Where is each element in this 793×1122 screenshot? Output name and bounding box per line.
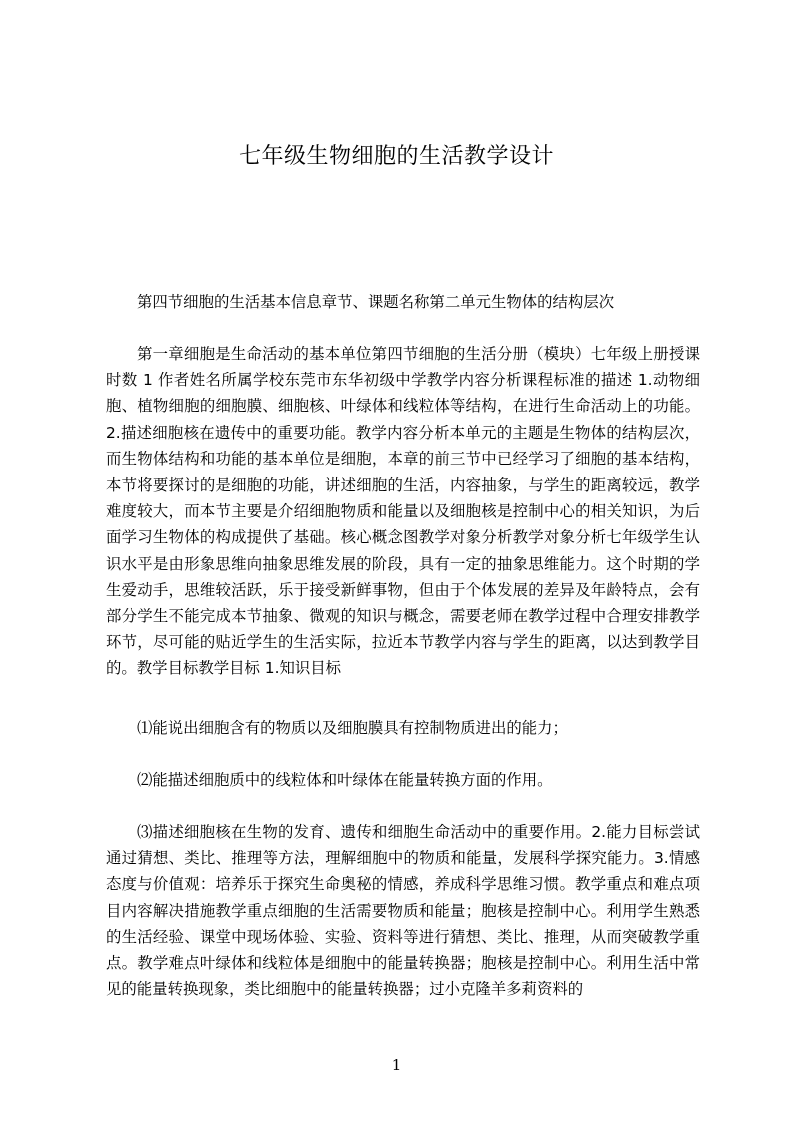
- paragraph-chapter-info: 第四节细胞的生活基本信息章节、课题名称第二单元生物体的结构层次: [137, 293, 615, 311]
- page-number: 1: [391, 1056, 402, 1074]
- paragraph-objective-1: ⑴能说出细胞含有的物质以及细胞膜具有控制物质进出的能力；: [137, 719, 568, 737]
- paragraph-objective-2: ⑵能描述细胞质中的线粒体和叶绿体在能量转换方面的作用。: [137, 771, 553, 789]
- document-title: 七年级生物细胞的生活教学设计: [238, 144, 554, 169]
- paragraph-objective-3: ⑶描述细胞核在生物的发育、遗传和细胞生命活动中的重要作用。2.能力目标尝试通过猜想、类比、推理等方法，理解细胞中的物质和能量，发展科学探究能力。3.情感态度与价值观：培养乐于探究生命奥秘的情感，养成科学思维习惯。教学重点和难点项目内容解决措施教学重点细胞的生活需要物质和能量；胞核是控制中心。利用学生熟悉的生活经验、课堂中现场体验、实验、资料等进行猜想、类比、推理，从而突破教学重点。教学难点叶绿体和线粒体是细胞中的能量转换器；胞核是控制中心。利用生活中常见的能量转换现象，类比细胞中的能量转换器；过小克隆羊多莉资料的: [106, 823, 700, 999]
- paragraph-content-analysis: 第一章细胞是生命活动的基本单位第四节细胞的生活分册（模块）七年级上册授课时数 1 作者姓名所属学校东莞市东华初级中学教学内容分析课程标准的描述 1.动物细胞、植物细胞的细胞膜、细胞核、叶绿体和线粒体等结构，在进行生命活动上的功能。2.描述细胞核在遗传中的重要功能。教学内容分析本单元的主题是生物体的结构层次，而生物体结构和功能的基本单位是细胞，本章的前三节中已经学习了细胞的基本结构，本节将要探讨的是细胞的功能，讲述细胞的生活，内容抽象，与学生的距离较远，教学难度较大，而本节主要是介绍细胞物质和能量以及细胞核是控制中心的相关知识，为后面学习生物体的构成提供了基础。核心概念图教学对象分析教学对象分析七年级学生认识水平是由形象思维向抽象思维发展的阶段，具有一定的抽象思维能力。这个时期的学生爱动手，思维较活跃，乐于接受新鲜事物，但由于个体发展的差异及年龄特点，会有部分学生不能完成本节抽象、微观的知识与概念，需要老师在教学过程中合理安排教学环节，尽可能的贴近学生的生活实际，拉近本节教学内容与学生的距离，以达到教学目的。教学目标教学目标 1.知识目标: [106, 345, 700, 678]
